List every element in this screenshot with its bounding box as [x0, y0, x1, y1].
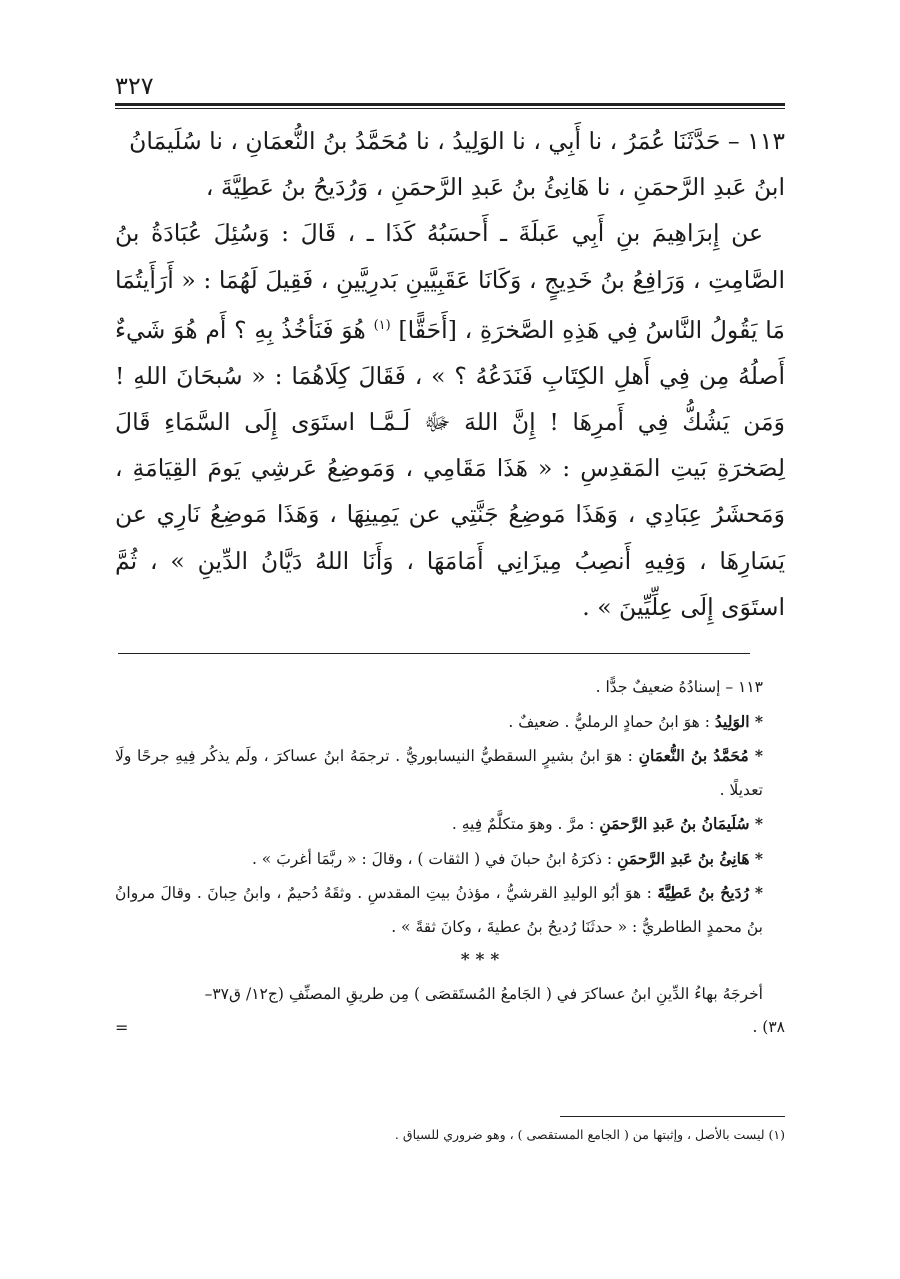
narrator-name-2: * مُحَمَّدُ بنُ النُّعمَانِ — [638, 746, 763, 765]
narrator-note-1 — [115, 705, 785, 740]
narrator-note-4 — [115, 842, 785, 877]
commentary — [115, 671, 785, 1045]
commentary-heading: ١١٣ – إسنادُهُ ضعيفٌ جدًّا . — [595, 678, 763, 696]
hadith-line-2: ابنُ عَبدِ الرَّحمَنِ ، نا هَانِئُ بنُ عَبدِ الرَّحمَنِ ، وَرُدَيحُ بنُ عَطِيَّةَ ، — [205, 173, 785, 202]
narrator-text-2: : هوَ ابنُ بشيرٍ السقطيُّ النيسابوريُّ . ترجمَهُ ابنُ عساكرَ ، ولَم يذكُر فِيهِ جرحًا ولَا تعديلًا . — [115, 747, 763, 799]
header-rule-thin — [115, 108, 785, 109]
continuation-mark: = — [115, 1018, 129, 1037]
hadith-text — [115, 118, 785, 630]
footnote-marker: (١) — [373, 317, 391, 333]
narrator-name-4: * هَانِئُ بنُ عَبدِ الرَّحمَنِ — [617, 848, 763, 868]
takhrij-line-2: ٣٨) . — [752, 1018, 785, 1036]
narrator-text-3: : مرَّ . وهوَ متكلَّمٌ فِيهِ . — [451, 815, 600, 833]
hadith-paragraph-text: عن إِبرَاهِيمَ بنِ أَبِي عَبلَةَ ـ أَحسَبُهُ كَذَا ـ ، قَالَ : وَسُئِلَ عُبَادَةُ بنُ الصَّامِتِ ، وَرَافِعُ بنُ خَدِيجٍ ، وَكَانَا عَقَبِيَّينِ بَدرِيَّينِ ، فَقِيلَ لَهُمَا : « أَرَأَيتُمَا مَا يَقُولُ النَّاسُ فِي هَذِهِ الصَّخرَةِ ، [أَحَقًّا] — [115, 219, 785, 344]
narrator-name-1: * الوَلِيدُ — [714, 711, 763, 731]
narrator-note-3 — [115, 807, 785, 842]
narrator-text-4: : ذكرَهُ ابنُ حبانَ في ( الثقات ) ، وقالَ : « ربَّمَا أغربَ » . — [251, 849, 618, 868]
hadith-line-1: ١١٣ – حَدَّثَنَا عُمَرُ ، نا أَبِي ، نا الوَلِيدُ ، نا مُحَمَّدُ بنُ النُّعمَانِ ، نا سُلَيمَانُ — [129, 127, 785, 155]
footnote-rule — [560, 1116, 785, 1117]
page-number: ٣٢٧ — [115, 72, 154, 100]
header-rule-thick — [115, 103, 785, 106]
narrator-note-2 — [115, 739, 785, 807]
narrator-text-5: : هوَ أبُو الوليدِ القرشيُّ ، مؤذنُ بيتِ المقدسِ . وثقَهُ دُحيمٌ ، وابنُ حِبانَ . وقالَ مروانُ بنُ محمدٍ الطاطريُّ : « حدثَنَا رُديحُ بنُ عطيةَ ، وكانَ ثقةً » . — [115, 884, 763, 936]
takhrij-line-2-row — [115, 1011, 785, 1045]
section-divider-stars: * * * — [460, 950, 500, 970]
takhrij-line-1: أخرجَهُ بهاءُ الدِّينِ ابنُ عساكرَ في ( الجَامعُ المُستَقصَى ) مِن طريقِ المصنِّفِ (ج١٢/ ق٣٧– — [204, 984, 763, 1003]
notes-separator — [118, 653, 750, 654]
hadith-paragraph — [115, 210, 785, 630]
hadith-paragraph-tail: هُوَ فَنَأخُذُ بِهِ ؟ أَم هُوَ شَيءٌ أَصلُهُ مِن فِي أَهلِ الكِتَابِ فَنَدَعُهُ ؟ » ، فَقَالَ كِلَاهُمَا : « سُبحَانَ اللهِ ! وَمَن يَشُكُّ فِي أَمرِهَا ! إِنَّ اللهَ ﷻ لَـمَّـا استَوَى إِلَى السَّمَاءِ قَالَ لِصَخرَةِ بَيتِ المَقدِسِ : « هَذَا مَقَامِي ، وَمَوضِعُ عَرشِي يَومَ القِيَامَةِ ، وَمَحشَرُ عِبَادِي ، وَهَذَا مَوضِعُ جَنَّتِي عن يَمِينِهَا ، وَهَذَا مَوضِعُ نَارِي عن يَسَارِهَا ، وَفِيهِ أَنصِبُ مِيزَانِي أَمَامَهَا ، وَأَنَا اللهُ دَيَّانُ الدِّينِ » ، ثُمَّ استَوَى إِلَى عِلِّيِّينَ » . — [115, 315, 785, 621]
footnote: (١) ليست بالأصل ، وإثبتها من ( الجامع المستقصى ) ، وهو ضروري للسياق . — [394, 1127, 785, 1142]
narrator-note-5 — [115, 876, 785, 944]
narrator-name-3: * سُلَيمَانُ بنُ عَبدِ الرَّحمَنِ — [599, 814, 763, 833]
narrator-name-5: * رُدَيحُ بنُ عَطِيَّةَ — [657, 883, 763, 902]
narrator-text-1: : هوَ ابنُ حمادٍ الرمليُّ . ضعيفٌ . — [508, 712, 715, 731]
